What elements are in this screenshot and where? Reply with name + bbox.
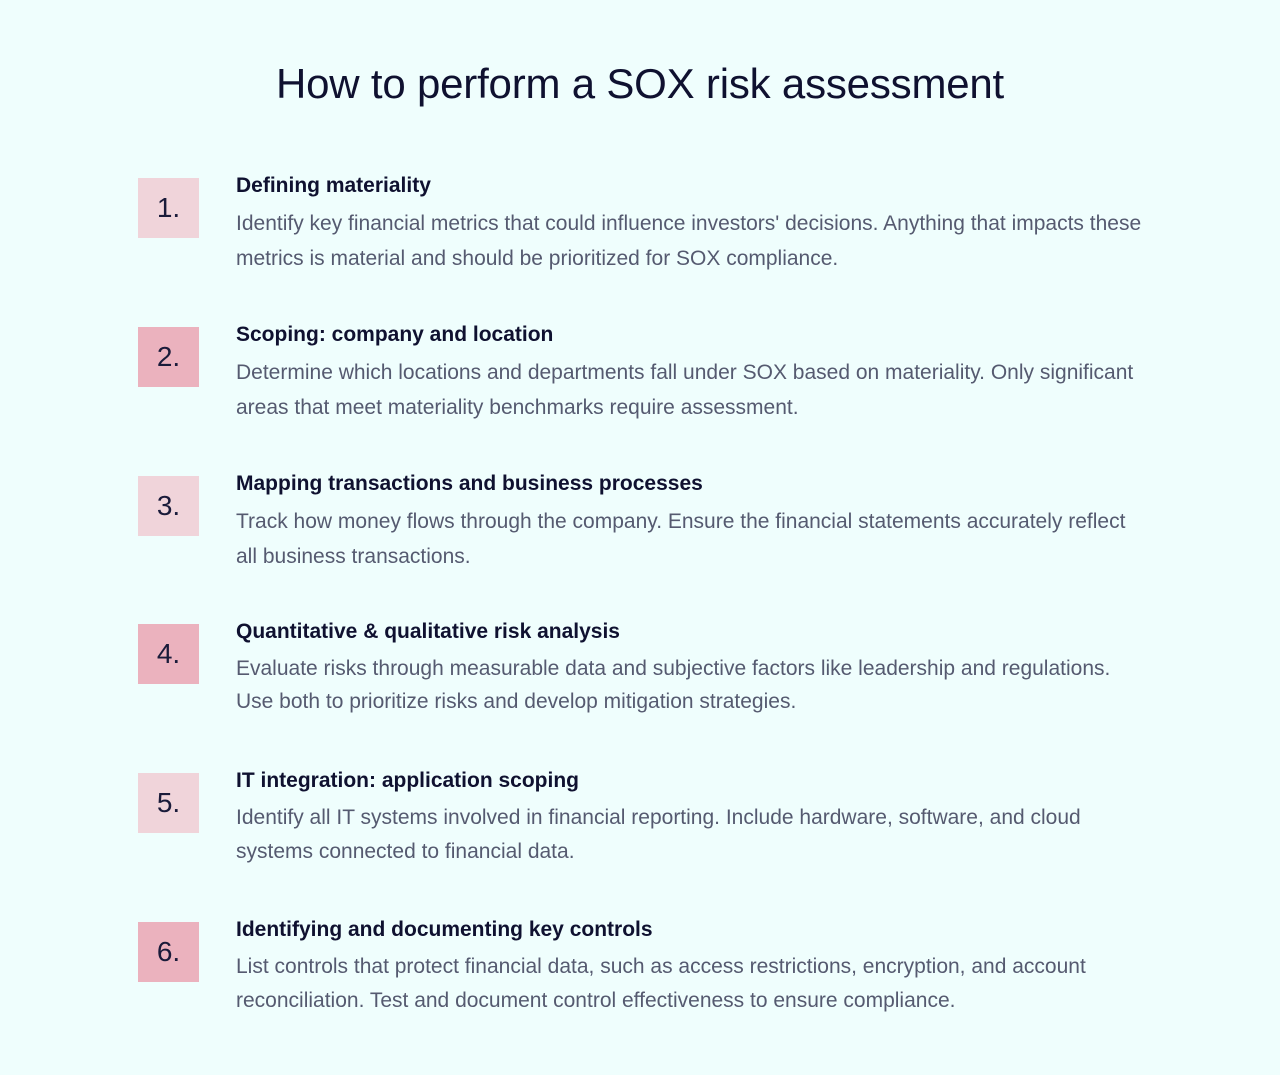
step-description: Evaluate risks through measurable data and subjective factors like leadership and regulations. Use both to prioritize risks and develop mitigation strategies.: [236, 657, 1111, 713]
step-title: Defining materiality: [236, 174, 431, 197]
step-title: IT integration: application scoping: [236, 769, 580, 792]
step-description: Identify all IT systems involved in financial reporting. Include hardware, software, and cloud systems connected to financial data.: [236, 806, 1081, 863]
step-title: Quantitative & qualitative risk analysis: [236, 620, 620, 643]
step-number-badge: 1.: [138, 178, 199, 238]
step-number-badge: 3.: [138, 476, 199, 536]
page-title: How to perform a SOX risk assessment: [275, 60, 1005, 107]
step-description: Track how money flows through the company. Ensure the financial statements accurately reflect all business transactions.: [236, 510, 1126, 568]
step-title: Mapping transactions and business processes: [236, 472, 703, 495]
step-number-badge: 4.: [138, 624, 199, 684]
step-description: List controls that protect financial data, such as access restrictions, encryption, and account reconciliation. Test and document control effectiveness to ensure compliance.: [236, 955, 1086, 1012]
step-item: [138, 616, 1148, 746]
step-description: Determine which locations and departments fall under SOX based on materiality. Only significant areas that meet materiality benchmarks require assessment.: [236, 361, 1134, 419]
step-item: [138, 914, 1148, 1044]
step-number-badge: 5.: [138, 773, 199, 833]
step-number-badge: 2.: [138, 327, 199, 387]
step-number-badge: 6.: [138, 922, 199, 982]
step-item: [138, 319, 1148, 449]
step-description: Identify key financial metrics that could influence investors' decisions. Anything that impacts these metrics is material and should be prioritized for SOX compliance.: [236, 212, 1142, 270]
step-item: [138, 468, 1148, 598]
step-title: Scoping: company and location: [236, 323, 554, 346]
step-item: [138, 170, 1148, 300]
step-title: Identifying and documenting key controls: [236, 918, 653, 941]
step-item: [138, 765, 1148, 895]
